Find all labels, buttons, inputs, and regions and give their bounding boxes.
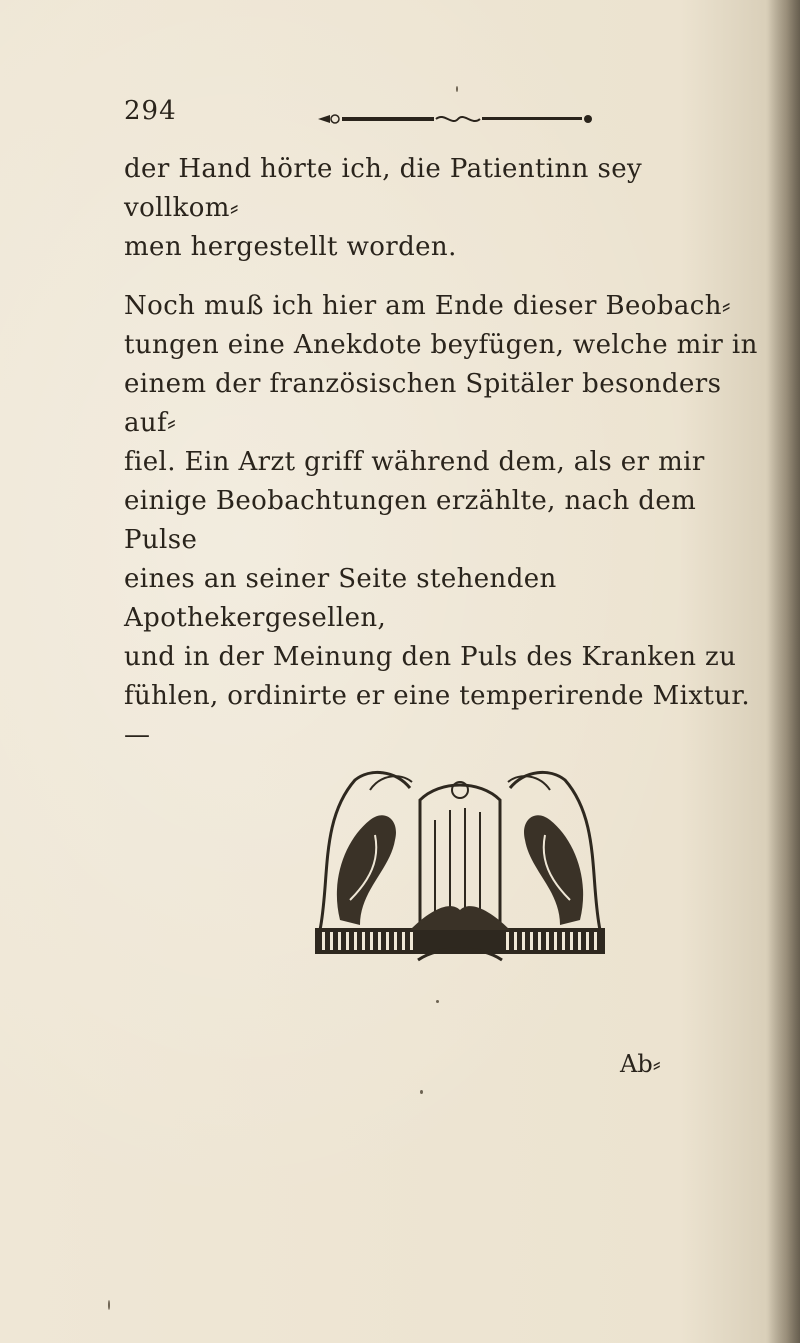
paper-speck	[456, 86, 458, 92]
paper-speck	[436, 1000, 439, 1003]
paper-speck	[108, 1300, 110, 1310]
paragraph: Noch muß ich hier am Ende dieser Beobach⸗ tungen eine Anekdote beyfügen, welche mir in einem der französischen Spitäler besonders auf⸗ fiel. Ein Arzt griff während dem, als er mir einige Beobachtungen erzählte, nach dem Pulse eines an seiner Seite stehenden Apothekergesellen, und in der Meinung den Puls des Kranken zu fühlen, ordinirte er eine temperirende Mixtur.—	[124, 291, 758, 750]
catchword: Ab⸗	[620, 1050, 661, 1078]
ornament-rule-icon	[318, 112, 598, 126]
paper-speck	[420, 1090, 423, 1094]
vignette-ornament-icon	[300, 760, 620, 970]
paragraph: der Hand hörte ich, die Patientinn sey vollkom⸗ men hergestellt worden.	[124, 154, 643, 262]
page-number: 294	[124, 96, 177, 126]
binding-shadow	[766, 0, 800, 1343]
body-text	[124, 150, 764, 755]
